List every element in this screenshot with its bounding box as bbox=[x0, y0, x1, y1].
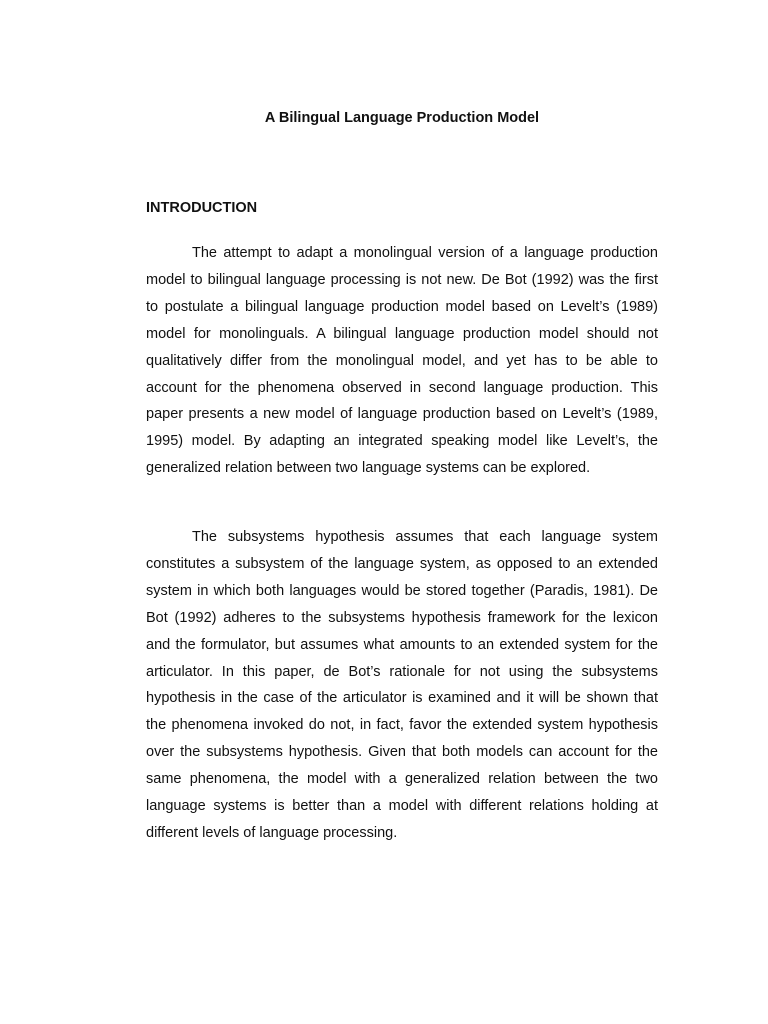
document-title: A Bilingual Language Production Model bbox=[264, 110, 540, 126]
section-heading: INTRODUCTION bbox=[146, 200, 258, 216]
paragraph-2: The subsystems hypothesis assumes that each language system constitutes a subsystem of the language system, as opposed to an extended system in which both languages would be stored together (Paradis, 1981). De Bot (1992) adheres to the subsystems hypothesis framework for the lexicon and the formulator, but assumes what amounts to an extended system for the articulator. In this paper, de Bot’s rationale for not using the subsystems hypothesis in the case of the articulator is examined and it will be shown that the phenomena invoked do not, in fact, favor the extended system hypothesis over the subsystems hypothesis. Given that both models can account for the same phenomena, the model with a generalized relation between the two language systems is better than a model with different relations holding at different levels of language processing. bbox=[146, 529, 658, 841]
paragraph-1: The attempt to adapt a monolingual version of a language production model to bilingual language processing is not new. De Bot (1992) was the first to postulate a bilingual language production model based on Levelt’s (1989) model for monolinguals. A bilingual language production model should not qualitatively differ from the monolingual model, and yet has to be able to account for the phenomena observed in second language production. This paper presents a new model of language production based on Levelt’s (1989, 1995) model. By adapting an integrated speaking model like Levelt’s, the generalized relation between two language systems can be explored. bbox=[146, 245, 658, 477]
